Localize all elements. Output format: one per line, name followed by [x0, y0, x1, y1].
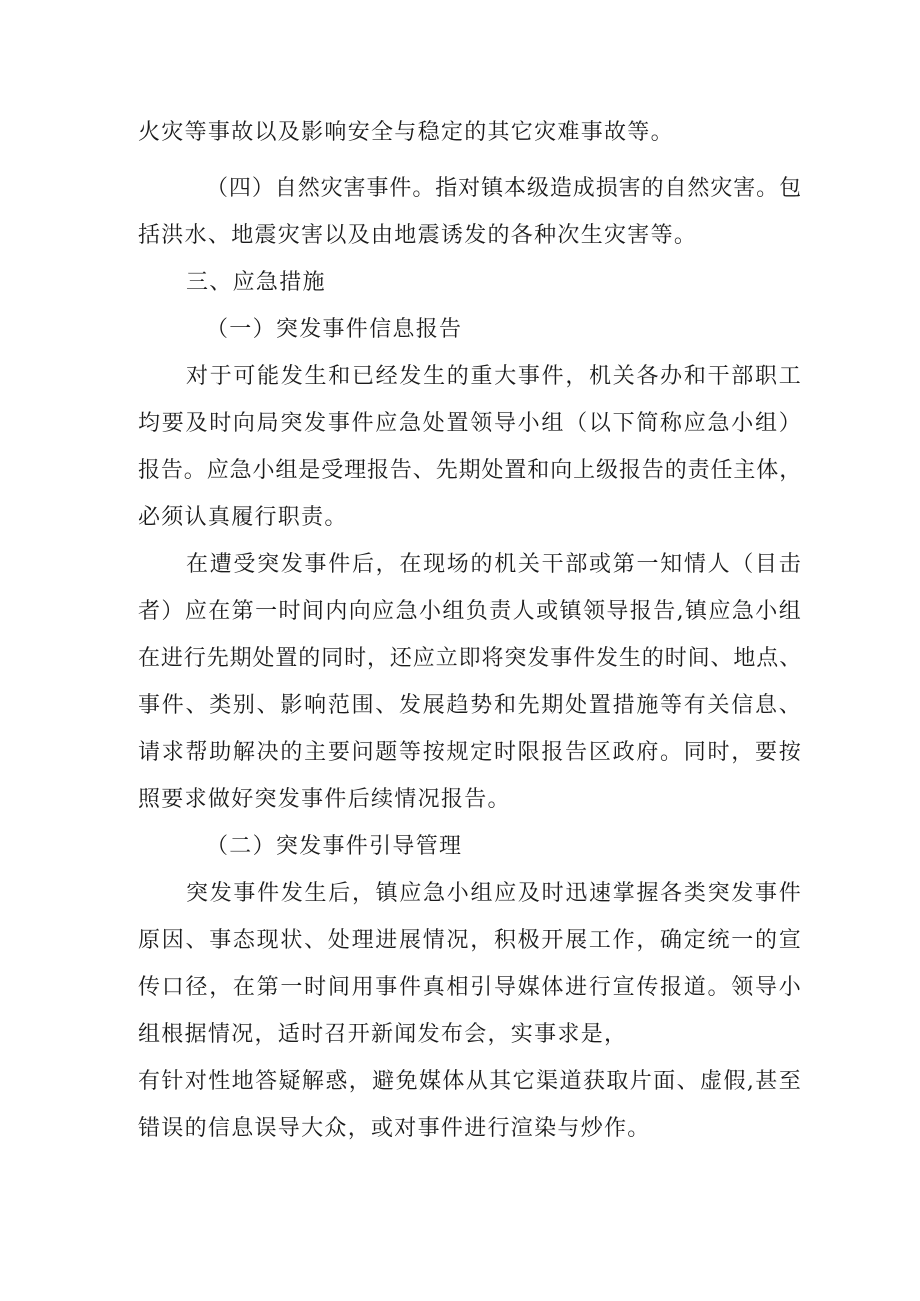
- paragraph-line: 均要及时向局突发事件应急处置领导小组（以下简称应急小组）: [138, 411, 802, 436]
- paragraph-line: 传口径，在第一时间用事件真相引导媒体进行宣传报道。领导小: [138, 975, 802, 1000]
- paragraph-line: 错误的信息误导大众，或对事件进行渲染与炒作。: [138, 1116, 651, 1141]
- paragraph-line: 报告。应急小组是受理报告、先期处置和向上级报告的责任主体，: [138, 458, 803, 483]
- paragraph-line: 在遭受突发事件后，在现场的机关干部或第一知情人（目击: [186, 552, 802, 577]
- paragraph-line: 者）应在第一时间内向应急小组负责人或镇领导报告,镇应急小组: [138, 599, 802, 624]
- subsection-heading: （一）突发事件信息报告: [206, 317, 463, 342]
- paragraph-line: 请求帮助解决的主要问题等按规定时限报告区政府。同时，要按: [138, 740, 802, 765]
- subsection-heading: （二）突发事件引导管理: [206, 834, 463, 859]
- paragraph-line: 突发事件发生后，镇应急小组应及时迅速掌握各类突发事件: [186, 881, 802, 906]
- paragraph-line: 括洪水、地震灾害以及由地震诱发的各种次生灾害等。: [138, 223, 698, 248]
- paragraph-line: 照要求做好突发事件后续情况报告。: [138, 787, 511, 812]
- paragraph-line: （四）自然灾害事件。指对镇本级造成损害的自然灾害。包: [206, 176, 802, 201]
- paragraph-line: 火灾等事故以及影响安全与稳定的其它灾难事故等。: [138, 120, 674, 145]
- paragraph-line: 事件、类别、影响范围、发展趋势和先期处置措施等有关信息、: [138, 693, 802, 718]
- paragraph-line: 在进行先期处置的同时，还应立即将突发事件发生的时间、地点、: [138, 646, 803, 671]
- paragraph-line: 必须认真履行职责。: [138, 505, 348, 530]
- paragraph-line: 组根据情况，适时召开新闻发布会，实事求是，: [138, 1022, 628, 1047]
- paragraph-line: 对于可能发生和已经发生的重大事件，机关各办和干部职工: [186, 364, 802, 389]
- paragraph-line: 有针对性地答疑解惑，避免媒体从其它渠道获取片面、虚假,甚至: [138, 1069, 802, 1094]
- section-heading: 三、应急措施: [186, 270, 326, 295]
- paragraph-line: 原因、事态现状、处理进展情况，积极开展工作，确定统一的宣: [138, 928, 802, 953]
